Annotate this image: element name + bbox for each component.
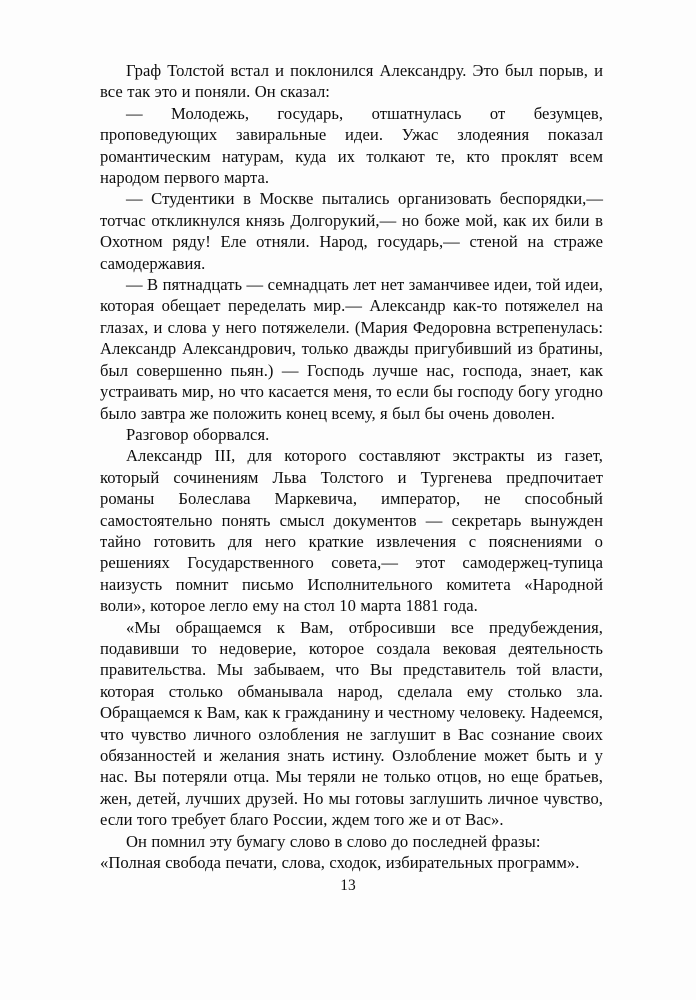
paragraph: Александр III, для которого составляют экстракты из газет, который сочинениям Льва Толстого и Тургенева предпочитает романы Болеслава Маркевича, император, не способный самостоятельно понять смысл документов — секретарь вынужден тайно готовить для него краткие извлечения с пояснениями о решениях Государственного совета,— этот самодержец-тупица наизусть помнит письмо Исполнительного комитета «Народной воли», которое легло ему на стол 10 марта 1881 года. <box>100 446 603 616</box>
paragraph: Граф Толстой встал и поклонился Александру. Это был порыв, и все так это и поняли. Он сказал: <box>100 61 603 102</box>
page-number: 13 <box>340 877 356 894</box>
paragraph: «Мы обращаемся к Вам, отбросивши все предубеждения, подавивши то недоверие, которое создала вековая деятельность правительства. Мы забываем, что Вы представитель той власти, которая столько обманывала народ, сделала ему столько зла. Обращаемся к Вам, как к гражданину и честному человеку. Надеемся, что чувство личного озлобления не заглушит в Вас сознание своих обязанностей и желания знать истину. Озлобление может быть и у нас. Вы потеряли отца. Мы теряли не только отцов, но еще братьев, жен, детей, лучших друзей. Но мы готовы заглушить личное чувство, если того требует благо России, ждем того же и от Вас». <box>100 617 603 830</box>
paragraph: Разговор оборвался. <box>126 424 270 444</box>
paragraph: Он помнил эту бумагу слово в слово до последней фразы: «Полная свобода печати, слова, сходок, избирательных программ». <box>100 831 580 873</box>
paragraph: — В пятнадцать — семнадцать лет нет заманчивее идеи, той идеи, которая обещает переделать мир.— Александр как-то потяжелел на глазах, и слова у него потяжелели. (Мария Федоровна встрепенулась: Александр Александрович, только дважды пригубивший из братины, был совершенно пьян.) — Господь лучше нас, господа, знает, как устраивать мир, но что касается меня, то если бы господу богу угодно было завтра же положить конец всему, я был бы очень доволен. <box>100 275 603 423</box>
paragraph: — Студентики в Москве пытались организовать беспорядки,— тотчас откликнулся князь Долгорукий,— но боже мой, как их били в Охотном ряду! Еле отняли. Народ, государь,— стеной на страже самодержавия. <box>100 189 603 273</box>
page-body-text <box>100 60 603 873</box>
paragraph: — Молодежь, государь, отшатнулась от безумцев, проповедующих завиральные идеи. Ужас злодеяния показал романтическим натурам, куда их толкают те, кто проклят всем народом первого марта. <box>100 103 603 188</box>
